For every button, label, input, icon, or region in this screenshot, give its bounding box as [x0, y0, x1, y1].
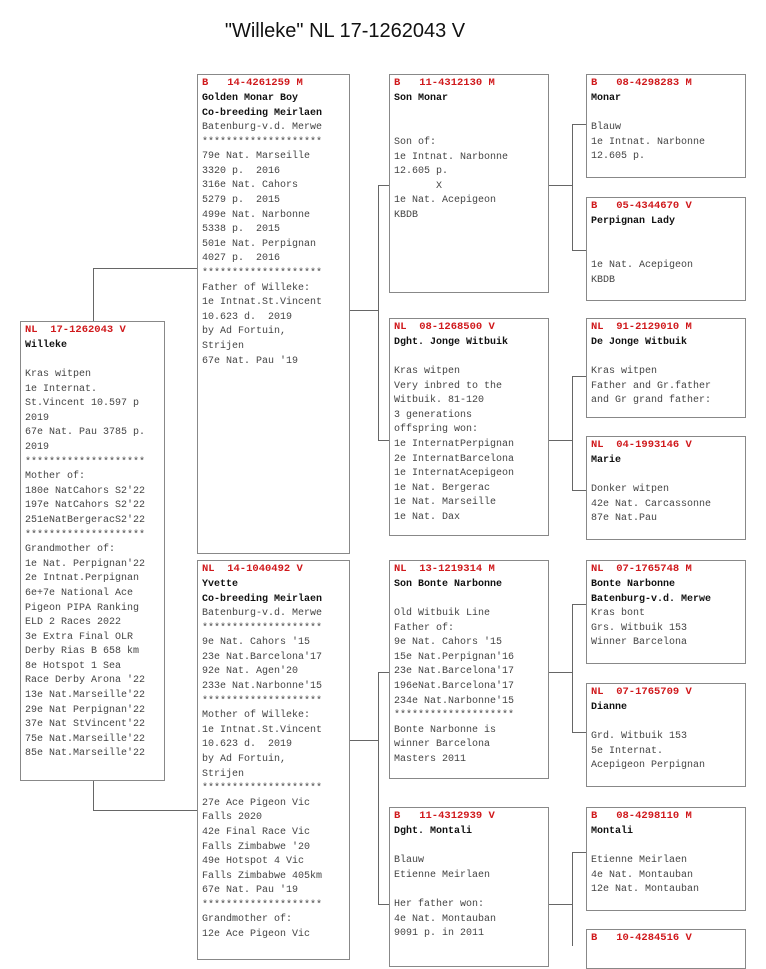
pedigree-card-mmm — [586, 929, 746, 969]
info-line: 196eNat.Barcelona'17 — [394, 680, 515, 692]
info-line: Son of: — [394, 137, 437, 148]
pigeon-name: Dianne — [591, 702, 628, 713]
info-line: Batenburg-v.d. Merwe — [202, 122, 323, 133]
ring-number: NL 14-1040492 V — [202, 563, 303, 575]
ring-number: B 10-4284516 V — [591, 932, 692, 944]
info-line: 27e Ace Pigeon Vic — [202, 797, 311, 809]
info-line: 1e Internat. — [25, 383, 98, 395]
ring-number: NL 13-1219314 M — [394, 563, 495, 575]
info-line: 1e Intnat.St.Vincent — [202, 297, 323, 309]
info-line: 85e Nat.Marseille'22 — [25, 748, 146, 760]
ring-number: B 14-4261259 M — [202, 77, 303, 89]
info-line: 1e Nat. Dax — [394, 511, 461, 523]
info-line: Pigeon PIPA Ranking — [25, 602, 140, 614]
info-line: Acepigeon Perpignan — [591, 760, 706, 772]
pedigree-card-fmm — [586, 436, 746, 540]
info-line: Witbuik. 81-120 — [394, 395, 485, 407]
info-line: 233e Nat.Narbonne'15 — [202, 680, 323, 692]
info-line: ******************** — [202, 622, 323, 634]
info-line: 2e Intnat.Perpignan — [25, 573, 140, 585]
connector-line — [572, 604, 573, 732]
info-line: 234e Nat.Narbonne'15 — [394, 695, 515, 707]
pigeon-name: Yvette — [202, 579, 239, 590]
info-line: Father of: — [394, 622, 455, 634]
connector-line — [378, 672, 379, 904]
info-line: Her father won: — [394, 899, 485, 911]
pigeon-name: Co-breeding Meirlaen — [202, 594, 323, 605]
info-line: Blauw — [394, 855, 425, 866]
info-line: 4e Nat. Montauban — [394, 913, 497, 925]
pigeon-name: Bonte Narbonne — [591, 579, 676, 590]
spacer — [394, 121, 544, 136]
info-line: Kras witpen — [591, 366, 658, 377]
info-line: Masters 2011 — [394, 753, 467, 765]
info-line: and Gr grand father: — [591, 395, 712, 407]
info-line: 5279 p. 2015 — [202, 194, 281, 206]
info-line: Old Witbuik Line — [394, 608, 491, 619]
pigeon-name: Montali — [591, 826, 634, 837]
info-line: 5e Internat. — [591, 745, 664, 757]
info-line: Strijen — [202, 340, 245, 352]
pigeon-name: Monar — [591, 93, 622, 104]
info-line: Donker witpen — [591, 484, 670, 495]
info-line: 23e Nat.Barcelona'17 — [202, 651, 323, 663]
info-line: Falls Zimbabwe 405km — [202, 870, 323, 882]
info-line: 3 generations — [394, 409, 473, 421]
info-line: 9e Nat. Cahors '15 — [202, 637, 311, 649]
info-line: 10.623 d. 2019 — [202, 739, 293, 751]
info-line: 251eNatBergeracS2'22 — [25, 514, 146, 526]
info-line: 3e Extra Final OLR — [25, 631, 134, 643]
connector-line — [378, 185, 379, 440]
info-line: ELD 2 Races 2022 — [25, 617, 122, 629]
spacer — [394, 350, 544, 365]
info-line: Winner Barcelona — [591, 637, 688, 649]
spacer — [394, 839, 544, 854]
pigeon-name: Dght. Montali — [394, 826, 473, 837]
info-line: 1e Nat. Bergerac — [394, 482, 491, 494]
pigeon-name: Marie — [591, 455, 622, 466]
pedigree-card-mother — [197, 560, 350, 960]
info-line: 9091 p. in 2011 — [394, 928, 485, 940]
info-line: ******************** — [394, 710, 515, 722]
pedigree-card-mfm — [586, 683, 746, 787]
connector-line — [93, 268, 197, 269]
info-line: 2019 — [25, 412, 50, 424]
info-line: 2e InternatBarcelona — [394, 453, 515, 465]
info-line: 67e Nat. Pau '19 — [202, 885, 299, 897]
info-line: 4027 p. 2016 — [202, 253, 281, 265]
info-line: Grandmother of: — [25, 544, 116, 556]
info-line: 67e Nat. Pau '19 — [202, 355, 299, 367]
info-line: ******************** — [202, 783, 323, 795]
connector-line — [549, 904, 572, 905]
info-line: 42e Final Race Vic — [202, 826, 311, 838]
info-line: 67e Nat. Pau 3785 p. — [25, 427, 146, 439]
info-line: Grs. Witbuik 153 — [591, 622, 688, 634]
info-line: Falls 2020 — [202, 812, 263, 824]
info-line: by Ad Fortuin, — [202, 326, 287, 338]
pigeon-name: Golden Monar Boy — [202, 93, 299, 104]
connector-line — [572, 732, 586, 733]
info-line: by Ad Fortuin, — [202, 753, 287, 765]
ring-number: B 11-4312130 M — [394, 77, 495, 89]
info-line: Kras witpen — [25, 369, 92, 380]
connector-line — [572, 250, 586, 251]
info-line: Father of Willeke: — [202, 282, 311, 294]
pedigree-card-mother-father — [389, 560, 549, 779]
pedigree-card-fff — [586, 74, 746, 178]
info-line: ******************** — [25, 529, 146, 541]
info-line: Race Derby Arona '22 — [25, 675, 146, 687]
info-line: ******************** — [202, 136, 323, 148]
info-line: ******************** — [25, 456, 146, 468]
connector-line — [549, 440, 572, 441]
spacer — [591, 715, 741, 730]
info-line: ******************** — [202, 695, 323, 707]
info-line: 1e Nat. Acepigeon — [591, 260, 694, 271]
spacer — [25, 353, 160, 368]
connector-line — [350, 310, 378, 311]
info-line: 37e Nat StVincent'22 — [25, 719, 146, 731]
info-line: St.Vincent 10.597 p — [25, 398, 140, 410]
info-line: Grandmother of: — [202, 914, 293, 926]
pedigree-card-mother-mother — [389, 807, 549, 967]
spacer — [394, 883, 544, 898]
connector-line — [549, 185, 572, 186]
info-line: 4e Nat. Montauban — [591, 869, 694, 881]
info-line: ******************** — [202, 267, 323, 279]
info-line: 87e Nat.Pau — [591, 513, 658, 525]
info-line: Batenburg-v.d. Merwe — [202, 608, 323, 619]
connector-line — [93, 780, 94, 810]
pedigree-card-ffm — [586, 197, 746, 301]
pedigree-card-father-mother — [389, 318, 549, 536]
info-line: 5338 p. 2015 — [202, 224, 281, 236]
ring-number: NL 07-1765709 V — [591, 686, 692, 698]
info-line: 13e Nat.Marseille'22 — [25, 690, 146, 702]
info-line: 499e Nat. Narbonne — [202, 209, 311, 221]
pedigree-card-subject — [20, 321, 165, 781]
info-line: Etienne Meirlaen — [394, 869, 491, 881]
info-line: 1e Nat. Marseille — [394, 497, 497, 509]
pedigree-card-mmf — [586, 807, 746, 911]
ring-number: NL 17-1262043 V — [25, 324, 126, 336]
info-line: 49e Hotspot 4 Vic — [202, 856, 305, 868]
info-line: ******************** — [202, 899, 323, 911]
info-line: 42e Nat. Carcassonne — [591, 498, 712, 510]
info-line: KBDB — [591, 274, 616, 286]
info-line: Falls Zimbabwe '20 — [202, 841, 311, 853]
info-line: Mother of: — [25, 471, 86, 483]
info-line: 12.605 p. — [591, 151, 646, 163]
pigeon-name: Perpignan Lady — [591, 216, 676, 227]
info-line: 316e Nat. Cahors — [202, 180, 299, 192]
info-line: Strijen — [202, 768, 245, 780]
connector-line — [572, 124, 586, 125]
info-line: Etienne Meirlaen — [591, 855, 688, 866]
pigeon-name: Willeke — [25, 340, 68, 351]
info-line: Kras bont — [591, 608, 646, 619]
info-line: 12.605 p. — [394, 166, 449, 178]
pedigree-card-father — [197, 74, 350, 554]
spacer — [591, 350, 741, 365]
info-line: 1e InternatAcepigeon — [394, 468, 515, 480]
info-line: 10.623 d. 2019 — [202, 311, 293, 323]
info-line: 1e Intnat. Narbonne — [394, 151, 509, 163]
pedigree-card-fmf — [586, 318, 746, 418]
info-line: Derby Rias B 658 km — [25, 646, 140, 658]
info-line: Mother of Willeke: — [202, 710, 311, 722]
connector-line — [93, 810, 197, 811]
info-line: 12e Ace Pigeon Vic — [202, 929, 311, 941]
info-line: winner Barcelona — [394, 739, 491, 751]
ring-number: NL 07-1765748 M — [591, 563, 692, 575]
ring-number: B 08-4298283 M — [591, 77, 692, 89]
ring-number: NL 08-1268500 V — [394, 321, 495, 333]
ring-number: NL 04-1993146 V — [591, 439, 692, 451]
info-line: Grd. Witbuik 153 — [591, 731, 688, 742]
info-line: 23e Nat.Barcelona'17 — [394, 666, 515, 678]
ring-number: B 08-4298110 M — [591, 810, 692, 822]
info-line: 3320 p. 2016 — [202, 165, 281, 177]
spacer — [591, 106, 741, 121]
connector-line — [572, 604, 586, 605]
pigeon-name: Co-breeding Meirlaen — [202, 108, 323, 119]
spacer — [591, 244, 741, 259]
info-line: Very inbred to the — [394, 380, 503, 392]
info-line: Blauw — [591, 122, 622, 133]
connector-line — [572, 490, 586, 491]
pigeon-name: Batenburg-v.d. Merwe — [591, 594, 712, 605]
info-line: 1e Intnat. Narbonne — [591, 136, 706, 148]
ring-number: B 05-4344670 V — [591, 200, 692, 212]
info-line: offspring won: — [394, 424, 479, 436]
info-line: 1e InternatPerpignan — [394, 438, 515, 450]
pigeon-name: Son Monar — [394, 93, 449, 104]
spacer — [591, 839, 741, 854]
pedigree-card-mff — [586, 560, 746, 664]
spacer — [394, 592, 544, 607]
pigeon-name: Dght. Jonge Witbuik — [394, 337, 509, 348]
info-line: 12e Nat. Montauban — [591, 884, 700, 896]
pigeon-name: Son Bonte Narbonne — [394, 579, 503, 590]
spacer — [591, 468, 741, 483]
info-line: KBDB — [394, 209, 419, 221]
connector-line — [572, 852, 586, 853]
info-line: 1e Intnat.St.Vincent — [202, 724, 323, 736]
connector-line — [572, 376, 586, 377]
spacer — [394, 106, 544, 121]
info-line: 79e Nat. Marseille — [202, 151, 311, 163]
connector-line — [572, 852, 573, 946]
pedigree-card-father-father — [389, 74, 549, 293]
info-line: 180e NatCahors S2'22 — [25, 485, 146, 497]
connector-line — [572, 376, 573, 490]
info-line: 6e+7e National Ace — [25, 587, 134, 599]
info-line: Father and Gr.father — [591, 380, 712, 392]
pigeon-name: De Jonge Witbuik — [591, 337, 688, 348]
info-line: 2019 — [25, 441, 50, 453]
spacer — [591, 229, 741, 244]
info-line: 75e Nat.Marseille'22 — [25, 733, 146, 745]
info-line: X — [394, 180, 443, 192]
ring-number: B 11-4312939 V — [394, 810, 495, 822]
info-line: 197e NatCahors S2'22 — [25, 500, 146, 512]
info-line: Bonte Narbonne is — [394, 724, 497, 736]
info-line: 1e Nat. Acepigeon — [394, 195, 497, 207]
info-line: 9e Nat. Cahors '15 — [394, 637, 503, 649]
info-line: 15e Nat.Perpignan'16 — [394, 651, 515, 663]
info-line: 1e Nat. Perpignan'22 — [25, 558, 146, 570]
info-line: 8e Hotspot 1 Sea — [25, 660, 122, 672]
page-title: "Willeke" NL 17-1262043 V — [224, 20, 466, 42]
connector-line — [572, 124, 573, 250]
ring-number: NL 91-2129010 M — [591, 321, 692, 333]
connector-line — [549, 672, 572, 673]
info-line: 501e Nat. Perpignan — [202, 238, 317, 250]
connector-line — [93, 268, 94, 322]
connector-line — [350, 740, 378, 741]
info-line: 29e Nat Perpignan'22 — [25, 704, 146, 716]
info-line: 92e Nat. Agen'20 — [202, 666, 299, 678]
info-line: Kras witpen — [394, 366, 461, 377]
